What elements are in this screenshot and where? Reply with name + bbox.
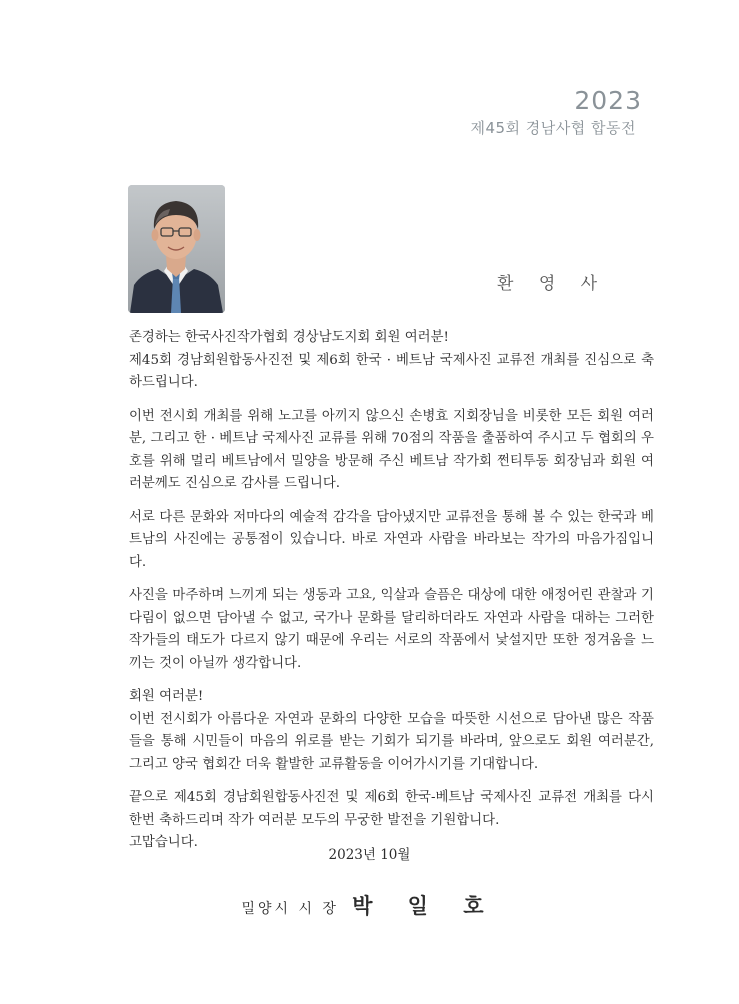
signature-name: 박 일 호	[352, 894, 498, 918]
header-year: 2023	[574, 86, 642, 115]
paragraph-1: 존경하는 한국사진작가협회 경상남도지회 회원 여러분! 제45회 경남회원합동사진전 및 제6회 한국 · 베트남 국제사진 교류전 개최를 진심으로 축하드립니다.	[129, 330, 654, 390]
paragraph-6: 끝으로 제45회 경남회원합동사진전 및 제6회 한국-베트남 국제사진 교류전 개최를 다시 한번 축하드리며 작가 여러분 모두의 무궁한 발전을 기원합니다. 고맙습니다.	[129, 790, 654, 850]
signature-role: 밀양시 시 장	[241, 901, 339, 917]
paragraph-4: 사진을 마주하며 느끼게 되는 생동과 고요, 익살과 슬픔은 대상에 대한 애정어린 관찰과 기다림이 없으면 담아낼 수 없고, 국가나 문화를 달리하더라도 자연과 사람을 대하는 그러한 작가들의 태도가 다르지 않기 때문에 우리는 서로의 작품에서 낯설지만 또한 정겨움을 느끼는 것이 아닐까 생각합니다.	[129, 588, 654, 671]
signature	[0, 890, 739, 920]
paragraph-3: 서로 다른 문화와 저마다의 예술적 감각을 담아냈지만 교류전을 통해 볼 수 있는 한국과 베트남의 사진에는 공통점이 있습니다. 바로 자연과 사람을 바라보는 작가의 마음가짐입니다.	[129, 509, 654, 570]
letter-body	[129, 327, 654, 866]
paragraph-5: 회원 여러분! 이번 전시회가 아름다운 자연과 문화의 다양한 모습을 따뜻한 시선으로 담아낸 많은 작품들을 통해 시민들이 마음의 위로를 받는 기회가 되기를 바라며, 앞으로도 회원 여러분간, 그리고 양국 협회간 더욱 활발한 교류활동을 이어가시기를 기대합니다.	[129, 689, 654, 772]
portrait-photo	[128, 185, 225, 313]
letter-date: 2023년 10월	[328, 847, 411, 863]
welcome-title: 환 영 사	[497, 274, 608, 294]
portrait-illustration	[128, 185, 225, 313]
paragraph-2: 이번 전시회 개최를 위해 노고를 아끼지 않으신 손병효 지회장님을 비롯한 모든 회원 여러분, 그리고 한 · 베트남 국제사진 교류를 위해 70점의 작품을 출품하여 주시고 두 협회의 우호를 위해 멀리 베트남에서 밀양을 방문해 주신 베트남 작가회 쩐티투동 회장님과 회원 여러분께도 진심으로 감사를 드립니다.	[129, 408, 654, 491]
exhibition-title: 제45회 경남사협 합동전	[470, 119, 636, 137]
